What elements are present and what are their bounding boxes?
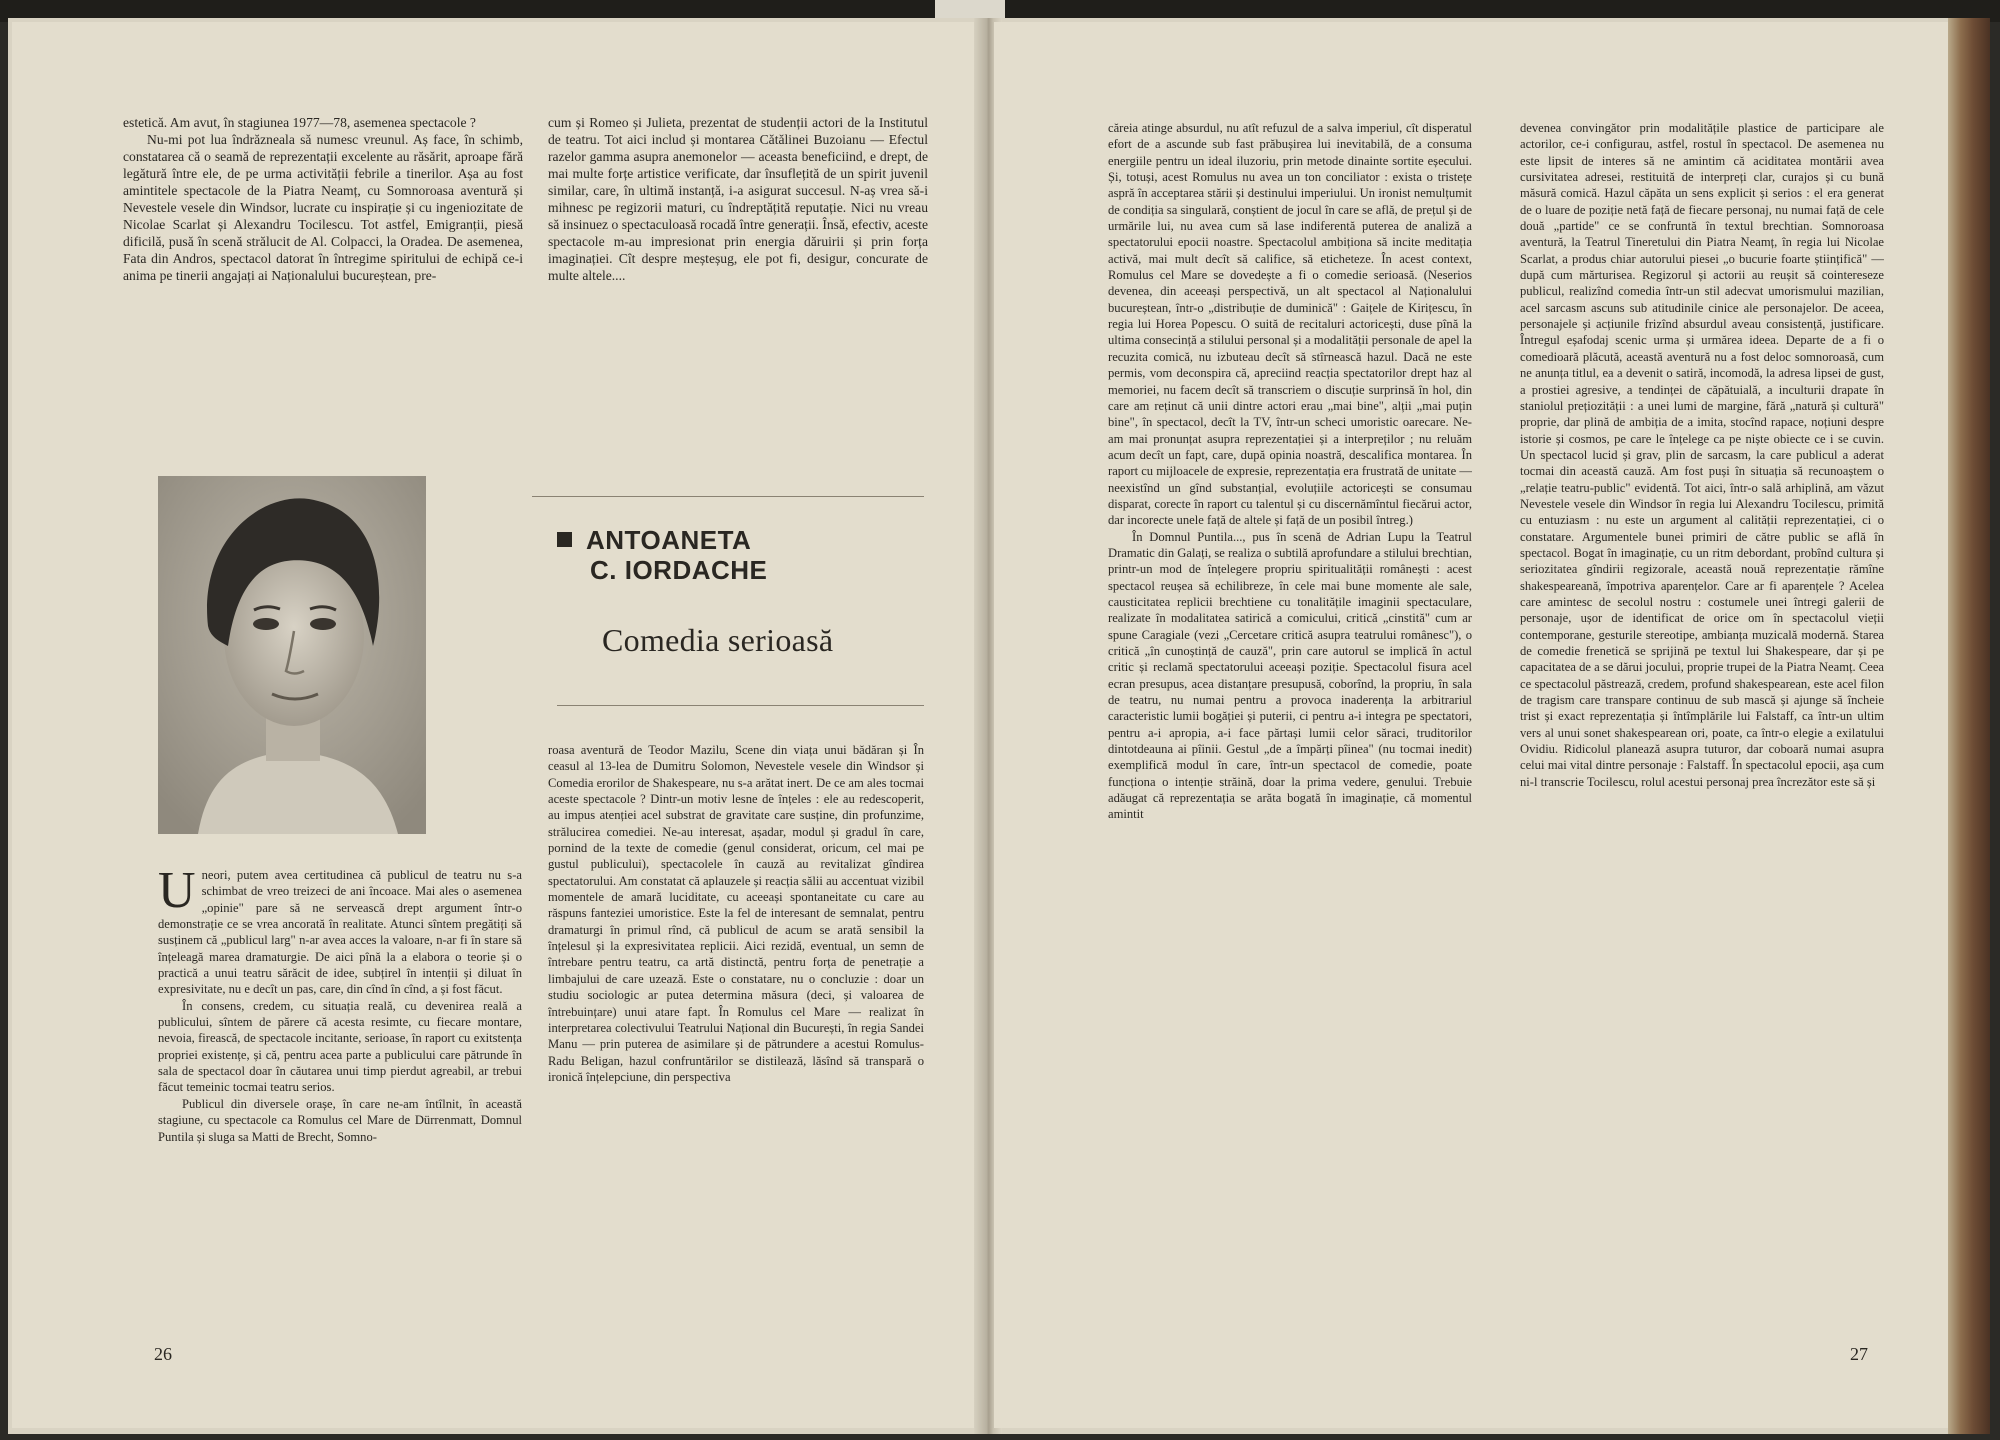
left-col2-top <box>548 114 928 454</box>
right-col1 <box>1108 120 1472 1336</box>
title-rule-top <box>532 496 924 497</box>
article-title: Comedia serioasă <box>602 622 834 658</box>
bookmark-tab <box>935 0 1005 18</box>
author-name <box>557 525 917 585</box>
paragraph: În Domnul Puntila..., pus în scenă de Adrian Lupu la Teatrul Dramatic din Galați, se realiza o subtilă aprofundare a stilului brechtian, printr-un mod de înțelegere propriu spiritualității românești : acest spectacol reușea să echilibreze, în cele mai bune momente ale sale, causticitatea replicii brechtiene cu tonalitățile imaginii spectaculare, realizate în modalitatea satirică a comicului, critică „cinstită" cum ar spune Caragiale (vezi „Cercetare critică asupra teatrului românesc"), o critică „în cunoștință de cauză", prin care autorul se implică în actul critic și reclamă spectatorului aceeași poziție. Spectacolul fisura acel ecran presupus, acea distanțare presupusă, coborînd, la propriu, în sala de teatru, nu numai pentru a provoca inaderența la arbitrariul caracteristic lumii bogăției și puterii, ci pentru a-i integra pe spectatori, pentru a-i apropia, a-i face părtași lumii celor săraci, truditorilor dintotdeauna ai pîinii. Gestul „de a împărți pîinea" (nu tocmai inedit) exemplifică modul în care, într-un spectacol de comedie, poate funcționa o intenție străină, doar la prima vedere, genului. Trebuie adăugat că reprezentația se arăta bogată în imaginație, că momentul amintit <box>1108 529 1472 822</box>
paragraph: cum și Romeo și Julieta, prezentat de studenții actori de la Institutul de teatru. Tot aici includ și montarea Cătălinei Buzoianu — Efectul razelor gamma asupra anemonelor — aceasta beneficiind, e drept, de mai multe forțe artistice verificate, dar însuflețită de un spirit juvenil similar, care, în ultimă instanță, i-a asigurat succesul. N-aș vrea să-i mihnesc pe regizorii maturi, cu îndreptățită reputație. Nici nu vreau să insinuez o spectaculoasă rocadă între generații. Însă, efectiv, aceste spectacole m-au impresionat prin energia dăruirii și prin forța imaginației. Cît despre meșteșug, ele pot fi, desigur, concurate de multe altele.... <box>548 115 928 284</box>
paragraph: Nu-mi pot lua îndrăzneala să numesc vreunul. Aș face, în schimb, constatarea că o seamă de reprezentații excelente au răsărit, aproape fără legătură între ele, de pe urma activității febrile a tinerilor. Așa au fost amintitele spectacole de la Piatra Neamț, cu Somnoroasa aventură și Nevestele vesele din Windsor, lucrate cu inspirație și cu ingeniozitate de Nicolae Scarlat și Alexandru Tocilescu. Tot astfel, Emigranții, piesă dificilă, pusă în scenă strălucit de Al. Colpacci, la Oradea. De asemenea, Fata din Andros, spectacol datorat în întregime spiritului de echipă ce-i anima pe tinerii angajați ai Naționalului bucureștean, pre- <box>123 132 523 284</box>
left-col1-bottom <box>158 867 522 1337</box>
paragraph: căreia atinge absurdul, nu atît refuzul de a salva imperiul, cît disperatul efort de a ascunde sub fast prăbușirea lui inevitabilă, de a consuma energiile pentru un ideal iluzoriu, prin metode dinainte sortite eșecului. Și, totuși, acest Romulus nu avea un ton conciliator : exista o tristețe aspră în acceptarea stării și destinului imperiului. Un ironist nemulțumit de condiția sa singulară, conștient de jocul în care se află, de prețul și de urmările lui, nu avea cum să lase indiferentă puterea de analiză a spectatorului epocii noastre. Spectacolul ambiționa să incite meditația activă, mai mult decît să califice, să eticheteze. În acest context, Romulus cel Mare se dovedește a fi o comedie serioasă. (Neserios devenea, din aceeași perspectivă, un alt spectacol al Naționalului bucureștean, într-o „distribuție de duminică" : Gaițele de Kirițescu, în regia lui Horea Popescu. O suită de recitaluri actoricești, duse pînă la ultima consecință a stilului personal și a modalității personale de apel la recuzita comică, nu izbuteau decît să stîrnească hazul. Dacă ne este permis, vom deconspira că, apreciind reacția spectatorilor drept haz al memoriei, nu facem decît să transcriem o discuție surprinsă în hol, din care am reținut că unii dintre actori erau „mai bine", alții „mai puțin bine", în spectacol, decît la TV, într-un scheci umoristic oarecare. Ne-am mai pronunțat asupra reprezentației și a interpreților ; nu reluăm acum decît un fapt, care, după opinia noastră, descalifica montarea. În raport cu mijloacele de expresie, reprezentația era frustrată de unitate — neexistînd un gînd substanțial, evoluțiile actoricești se consumau disparat, corecte în raport cu talentul și cu discernămîntul fiecărui actor, dar incorecte unele față de altele și față de un posibil întreg.) <box>1108 121 1472 528</box>
left-col1-top <box>123 114 523 454</box>
paragraph: roasa aventură de Teodor Mazilu, Scene din viața unui bădăran și În ceasul al 13-lea de Dumitru Solomon, Nevestele vesele din Windsor și Comedia erorilor de Shakespeare, nu s-a arătat inert. De ce am ales tocmai aceste spectacole ? Dintr-un motiv lesne de înțeles : ele au redescoperit, au impus atenției acel substrat de gravitate care susține, din profunzime, strălucirea comediei. Ne-au interesat, așadar, modul și gradul în care, pornind de la texte de comedie (genul considerat, oricum, cel mai pe gustul publicului), spectacolele în cauză au revitalizat gîndirea spectatorului. Am constatat că aplauzele și reacția sălii au accentuat vizibil momentele de amară luciditate, cu aceeași spontaneitate cu care au răspuns fanteziei umoristice. Este la fel de interesant de semnalat, pentru dramaturgi în primul rînd, că publicul de acum se arată sensibil la înțelesul și la expresivitatea replicii. Aici rezidă, eventual, un semn de întrebare pentru teatru, ca artă distinctă, pentru forța de penetrație a limbajului de care uzează. Este o constatare, nu o concluzie : doar un studiu sociologic ar putea determina măsura (deci, și valoarea de întrebuințare) unui atare fapt. În Romulus cel Mare — realizat în interpretarea colectivului Teatrului Național din București, în regia Sandei Manu — prin puterea de asimilare și de pătrundere a acestui Romulus-Radu Beligan, hazul confruntărilor se distilează, lăsînd să transpară o ironică înțelepciune, din perspectiva <box>548 743 924 1084</box>
left-page <box>12 22 980 1428</box>
paragraph: În consens, credem, cu situația reală, cu devenirea reală a publicului, sîntem de părere că acesta resimte, cu fiecare montare, nevoia, firească, de spectacole incitante, serioase, în raport cu exitstența propriei existențe, și că, pentru acea parte a publicului care pătrunde în sala de spectacol doar în căutarea unui timp pierdut agreabil, ar trebui făcut temeinic tocmai teatru serios. <box>158 998 522 1095</box>
book-binding-edge <box>1948 18 1990 1434</box>
paragraph <box>158 867 522 998</box>
author-last-name: C. IORDACHE <box>590 555 768 585</box>
paragraph: devenea convingător prin modalitățile plastice de participare ale actorilor, ce-i configurau, astfel, rostul în spectacol. De asemenea nu este lipsit de interes să ne amintim că aciditatea montării avea cursivitatea adresei, restituită de interpreți clar, curajos și cu bună măsură comică. Hazul căpăta un sens explicit și serios : el era generat de o luare de poziție netă față de fiecare personaj, nu numai față de cele două „partide" ce se confruntă în textul brechtian. Somnoroasa aventură, la Teatrul Tineretului din Piatra Neamț, în regia lui Nicolae Scarlat, a produs chiar autorului piesei „o bucurie foarte științifică" — după cum mărturisea. Regizorul și actorii au reușit să cointereseze publicul, realizînd comedia într-un stil adecvat umorismului mazilian, acel sarcasm ascuns sub atitudinile cinice ale personajelor. De aceea, personajele și acțiunile frizînd absurdul aveau consistență, justificare. Întregul eșafodaj scenic urma și urmărea ideea. Departe de a fi o comedioară plăcută, această aventură nu a fost deloc somnoroasă, cum ne anunța titlul, ea a devenit o satiră, incomodă, la adresa lipsei de gust, a prostiei agresive, a tendinței de căpătuială, a inculturii drapate în staniolul prețiozității : a unei lumi de margine, fără „natură și cultură" proprie, dar plină de ambiția de a imita, stocînd rapace, noțiuni despre istorie și cosmos, pe care le înțelege ca pe niște obiecte ce i se cuvin. Un spectacol lucid și grav, plin de sarcasm, la care publicul a aderat tocmai din această cauză. Am fost puși în situația să recunoaștem o „relație teatru-public" evidentă. Tot aici, într-o sală arhiplină, am văzut Nevestele vesele din Windsor în regia lui Alexandru Tocilescu, primită cu entuziasm : nu este un argument al calității reprezentației, ci o constatare. Argumentele bunei primiri de către public se află în spectacol. Bogat în imaginație, cu un ritm debordant, probînd cultura și seriozitatea gîndirii regizorale, această nouă reprezentație rămîne shakespeareană, împotriva aparențelor. Care ar fi aparențele ? Acelea care amintesc de secolul nostru : costumele unei întregi galerii de personaje, ușor de identificat de orice om în spectacolul vieții contemporane, gesturile stereotipe, ambianța muzicală modernă. Starea de comedie frenetică se sprijină pe textul lui Shakespeare, dar și pe capacitatea de a se dărui jocului, proprie trupei de la Piatra Neamț. Ceea ce spectacolul păstrează, credem, profund shakespearean, este acel filon de tragism care transpare continuu de sub mască și ajunge să încheie trist și exact reprezentația și întîmplările lui Falstaff, ca într-un ultim vers al unui sonet shakespearean ori, poate, ca într-o elegie a exilatului Ovidiu. Ridicolul planează asupra tuturor, dar coboară numai asupra celui mai vital dintre personaje : Falstaff. În spectacolul epocii, așa cum ni-l transcrie Tocilescu, rolul acestui personaj prea încrezător este să și <box>1520 121 1884 789</box>
paragraph: Publicul din diversele orașe, în care ne-am întîlnit, în această stagiune, cu spectacole ca Romulus cel Mare de Dürrenmatt, Domnul Puntila și sluga sa Matti de Brecht, Somno- <box>158 1096 522 1144</box>
title-rule-bottom <box>557 705 924 706</box>
paragraph-text: neori, putem avea certitudinea că publicul de teatru nu s-a schimbat de vreo treizeci de ani încoace. Mai ales o asemenea „opinie" pare să ne servească drept argument într-o demonstrație ce se vrea ancorată în realitate. Atunci sîntem pregătiți să susținem că „publicul larg" n-ar avea acces la valoare, n-ar fi în stare să înțeleagă marea dramaturgie. De aici pînă la a elabora o teorie și o practică a unui teatru sărăcit de idee, subțirel în intenții și diluat în expresivitate, nu e decît un pas, care, din cînd în cînd, a și fost făcut. <box>158 868 522 997</box>
right-page <box>994 22 1948 1428</box>
square-bullet-icon <box>557 532 572 547</box>
right-col2 <box>1520 120 1884 1336</box>
drop-cap: U <box>158 867 196 919</box>
author-portrait <box>158 476 426 834</box>
magazine-spread <box>8 18 1990 1434</box>
page-number: 26 <box>154 1344 172 1364</box>
left-col2-bottom <box>548 742 924 1338</box>
page-number: 27 <box>1850 1344 1868 1364</box>
paragraph: estetică. Am avut, în stagiunea 1977—78, asemenea spectacole ? <box>123 115 476 130</box>
author-first-name: ANTOANETA <box>586 525 752 555</box>
